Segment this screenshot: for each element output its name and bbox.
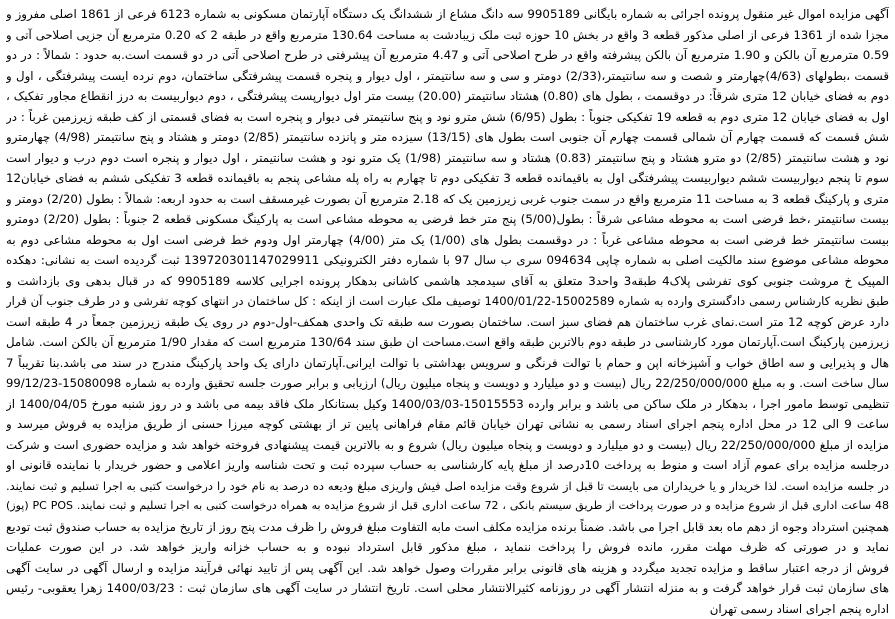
notice-line-6: اول به فضای خیابان 12 متری دوم به قطعه 19 تفکیکی جنوباً : بطول (6/95) شش مترو نود و پنج سانتیمتر فی دیوار و پنجره است به فضای قسمتی از کف طبقه زیرزمین غرباً : در — [6, 107, 889, 128]
notice-line-18: هال و پذیرایی و سه اطاق خواب و آشپزخانه اپن و حمام با توالت فرنگی و سرویس بهداشتی با توالت ایرانی.آپارتمان دارای یک واحد پارکینگ مندرج در سند می باشد.بنا تقریباً 7 — [6, 353, 889, 374]
notice-line-3: 0.59 مترمربع آن بالکن و 1.90 مترمربع آن بالکن پیشرفته واقع در طرح اصلاحی آتی و 4.47 مترمربع آن پیشرفتی در طرح اصلاحی آتی در دو قسمت است.به حدود : شمالاً : در دو — [6, 45, 889, 66]
notice-line-5: دوم به فضای خیابان 12 متری شرقاً: در دوقسمت ، بطول های (0.80) هشتاد سانتیمتر (20.00) بیست متر اول دیوارپست پیشرفتگی ، دوم دیواربیست به درز انقطاع مجاور تفکیک ، — [6, 86, 889, 107]
notice-line-17: زیرزمین پارکینگ است.آپارتمان مورد کارشناسی در طبقه دوم بالاتربن طبقه واقع است.مساحت ان طبق سند 130/64 مترمربع است که مقدار 1/90 مترمربع آن بالکن است. شامل — [6, 332, 889, 353]
notice-line-20: تنظیمی توسط مامور اجرا ، بدهکار در ملک ساکن می باشد و برابر وارده 15015553-1400/03/03 وکیل بستانکار ملک فاقد بیمه می باشد و در روز شنبه مورخ 1400/04/05 از — [6, 394, 889, 415]
notice-line-15: طبق نظریه کارشناس رسمی دادگستری وارده به شماره 15002589-1400/01/22 توصیف ملک عبارت است از اینکه : کل ساختمان در انتهای کوچه تفرشی و در طرف جنوب آن قرار — [6, 291, 889, 312]
notice-line-25: 48 ساعت اداری قبل از شروع مزایده و در صورت پرداخت از طریق سیستم بانکی ، 72 ساعت اداری قبل از شروع مزایده به همراه درخواست کتبی به اجرا تسلیم و ثبت نمایند. PC POS (پوز) — [6, 496, 889, 517]
notice-line-21: ساعت 9 الی 12 در محل اداره پنجم اجرای اسناد رسمی به نشانی تهران خیابان قائم مقام فراهانی پایین تر از بهشتی کوچه میرزا حسنی از طریق مزایده به فروش میرسد و — [6, 414, 889, 435]
notice-line-14: المپیک خ مروشت جنوبی کوی تفرشی پلاک4 طبقه3 واحد3 متعلق به آقای سیدمجد هاشمی کاشانی بدهکار پرونده اجرایی کلاسه 9905189 که در قبال بدهی وی بازداشت و — [6, 271, 889, 292]
notice-line-23: درجلسه مزایده برای عموم آزاد است و منوط به پرداخت 10درصد از مبلغ پایه کارشناسی به حساب سپرده ثبت و تحت شناسه واریز اعلامی و حضور خریدار با نماینده قانونی او — [6, 455, 889, 476]
notice-line-9: سوم تا پنجم دیواربیست ششم دیواربیست پیشرفتگی اول به باقیمانده قطعه 3 تفکیکی دوم تا چهارم به راه پله مشاعی پنجم به باقیمانده قطعه 3 تفکیکی ششم به فضای خیابان12 — [6, 168, 889, 189]
notice-line-2: مجزا شده از 1361 فرعی از اصلی مذکور قطعه 3 واقع در بخش 10 حوزه ثبت ملک زیبادشت به مساحت 130.64 مترمربع واقع در طبقه 2 که 0.20 مترمربع آن جزیی اصلاحی آتی و — [6, 25, 889, 46]
notice-signature-line: اداره پنجم اجرای اسناد رسمی تهران — [6, 599, 889, 619]
notice-line-19: سال ساخت است. و به مبلغ 22/250/000/000 ریال (بیست و دو میلیارد و دویست و پنجاه میلیون ریال) ارزیابی و برابر صورت جلسه تحقیق وارده به شماره 15080098-99/12/23 — [6, 373, 889, 394]
notice-line-13: محوطه مشاعی موضوع سند مالکیت اصلی به شماره چاپی 094634 سری ب سال 97 با شماره دفتر الکترونیکی 139720301147029911 ثبت گردیده است به نشانی: دهکده — [6, 250, 889, 271]
notice-line-11: بیست سانتیمتر ،خط فرضی است به محوطه مشاعی شرقاً : بطول(5/00) پنج متر خط فرضی به محوطه مشاعی است به پارکینگ مسکونی قطعه 2 جنوباً : بطول (2/20) دومترو — [6, 209, 889, 230]
notice-line-1: آگهی مزایده اموال غیر منقول پرونده اجرائی به شماره بایگانی 9905189 سه دانگ مشاع از ششدانگ یک دستگاه آپارتمان مسکونی به شماره 6123 فرعی از 1861 اصلی مفروز و — [6, 4, 889, 25]
notice-line-27: نماید و در صورتی که ظرف مهلت مقرر، مانده فروش را پرداخت ننماید ، مبلغ مذکور قابل استرداد نبوده و به حساب خزانه واریز خواهد شد. در این صورت عملیات — [6, 537, 889, 558]
notice-line-26: همچنین استرداد وجوه از دهم ماه بعد قابل اجرا می باشد. ضمناً برنده مزایده مکلف است مابه التفاوت مبلغ فروش را ظرف مدت پنج روز از تاریخ مزایده به حساب صندوق ثبت تودیع — [6, 517, 889, 538]
notice-line-8: نود و هشت سانتیمتر (2/85) دو مترو هشتاد و پنج سانتیمتر (0.83) هشتاد و سه سانتیمتر (1/98) یک مترو نود و هشت سانتیمتر ، اول دیوار و پنجره است دوم درب و دیوار است — [6, 148, 889, 169]
notice-line-24: در جلسه مزایده است. لذا خریدار و یا خریداران می بایست تا قبل از شروع وقت مزایده اصل فیش واریزی مبلغ ودیعه ده درصد به نام خود را درخواست کتبی به اجرا تسلیم و ثبت نمایند. — [6, 476, 889, 497]
notice-line-4: قسمت ،بطولهای (4/63)چهارمتر و شصت و سه سانتیمتر،(2/33) دومتر و سی و سه سانتیمتر ، اول دیوار و پنجره قسمت پیشرفتگی ساختمان، دوم نرده ایست پیشرفتگی ، اول و — [6, 66, 889, 87]
notice-line-16: دارد عرض کوچه 12 متر است.نمای غرب ساختمان هم فضای سبز است. ساختمان بصورت سه طبقه تک واحدی همکف-اول-دوم در روی یک طبقه زیرزمین جمعاً در 4 طبقه است — [6, 312, 889, 333]
notice-line-22: مزایده از مبلغ 22/250/000/000 ریال (بیست و دو میلیارد و دویست و پنجاه میلیون ریال) شروع و به بالاترین قیمت پیشنهادی فروخته خواهد شد و مزایده حضوری است و شرکت — [6, 435, 889, 456]
notice-line-7: شش قسمت که قسمت چهارم آن شمالی قسمت چهارم آن جنوبی است بطول های (13/15) سیزده متر و پانزده سانتیمتر (2/85) دومتر و هشتاد و پنج سانتیمتر (4/98) چهارمترو — [6, 127, 889, 148]
notice-line-12: بیست سانتیمتر خط فرضی است به محوطه مشاعی غرباً : در دوقسمت بطول های (1/00) یک متر (4/00) چهارمتر اول ودوم خط فرضی است اول به محوطه مشاعی دوم به — [6, 230, 889, 251]
notice-line-29: های سازمان ثبت قرار خواهد گرفت و به منزله انتشار آگهی در روزنامه کثیرالانتشار محلی است. تاریخ انتشار در سایت آگهی های سازمان ثبت : 1400/03/23 زهرا یعقوبی- رئیس — [6, 578, 889, 599]
notice-line-28: فروش از درجه اعتبار ساقط و مزایده تجدید میگردد و هزینه های قانونی برابر مقررات وصول خواهد شد. این آگهی پس از تایید نهائی فرآیند مزایده و ارسال آگهی در سایت آگهی — [6, 558, 889, 579]
notice-line-10: متری و پارکینگ قطعه 3 به مساحت 11 مترمربع واقع در سمت جنوب غربی زیرزمین یک که 2.18 مترمربع آن بصورت غیرمسقف است به حدود اربعه: شمالاً : بطول (2/20) دومتر و — [6, 189, 889, 210]
